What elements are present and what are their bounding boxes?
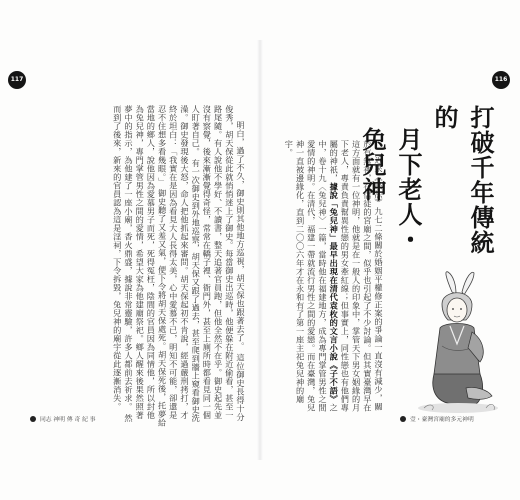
left-footer xyxy=(30,414,96,423)
intro-text: 近來《民法》九七二條關於婚姻平權修正案的爭論一直沒有減少，關於有無神，在信徒的宮廟之間，似乎也引起了不少討論。但其實臺灣早在這方面就有一位神明，他就是在一般人的印象中，掌管天下男女姻緣的月下老人，專責負責幫異性戀的男女牽紅線；但事實上，同性戀也有他們專屬的神祇， xyxy=(329,140,384,412)
left-page-number: 117 xyxy=(8,71,26,89)
filled-dot-icon xyxy=(400,416,406,422)
right-page-number: 116 xyxy=(492,71,510,89)
bold-highlight: 據說「兔兒神」最早出現在清代袁枚的文言小說《子不語》 xyxy=(329,182,340,404)
filled-dot-icon xyxy=(30,416,36,422)
title-line-2: 月下老人・兔兒神 xyxy=(358,127,423,252)
book-gutter xyxy=(257,40,263,460)
rest-text: 之中，卷十九〈兔兒神〉一篇，當時他在福建地方，成為專門掌管男性之間愛情的神明。在清代，福建一帶就流行男性之間的愛戀。而在臺灣，兔兒神一直被邊緣化，直到二〇〇六年才在永和有了第一座主祀兔兒神的廟宇。 xyxy=(284,140,340,412)
rabbit-god-illustration xyxy=(406,270,506,420)
left-body-text xyxy=(88,105,246,427)
right-footer xyxy=(400,414,474,423)
left-footer-text: 同志 神明 傳 奇 紀 事 xyxy=(40,417,96,423)
chapter-title xyxy=(358,105,498,275)
right-footer-text: 壹・臺灣宮廟的多元神明 xyxy=(410,417,474,423)
title-line-1: 打破千年傳統的 xyxy=(430,105,495,255)
left-paragraph: 明白，過了不久，御史則其他地方巡視，胡天保也跟著去了。 這位御史長得十分俊秀，胡天保從此就悄悄迷上了御史。每當御史出巡時，他便躲在附近偷看，甚至一路尾隨。有人說他不學好、不讀書，整天追著官員跑，但他全然不在乎。御史起先並沒有察覺，後來漸漸覺得奇怪，常常在轎子裡、衙門外，甚至上廁所時都看見同一個人盯著自己。 有一次御史到外地巡察，胡天保又跟了過去，甚至爬到牆上窺看御史洗澡。御史發現後大怒，命人把他抓起來審問。胡天保起初不肯說，經過嚴刑拷打，才終於坦白：「我實在是因為看見大人長得太美，心中愛慕不已，明知不可能，卻還是忍不住想多看幾眼。」 御史聽了又羞又氣，便下令將胡天保處死。胡天保死後，托夢給當地的鄉人，說他因為愛慕男子而死，死得冤枉，陰間的官員因為同情他，所以封他為兔兒神，專門掌管男性之間的愛情，希望大家為他建廟祭祀。鄉人醒來後果然照著夢中的指示，為他建了一座小廟，香火鼎盛，據說非常靈驗，許多人都前去祈求。 然而到了後來，新來的官員認為這是淫祠，下令拆毀，兔兒神的廟宇從此逐漸消失。 xyxy=(112,105,246,427)
